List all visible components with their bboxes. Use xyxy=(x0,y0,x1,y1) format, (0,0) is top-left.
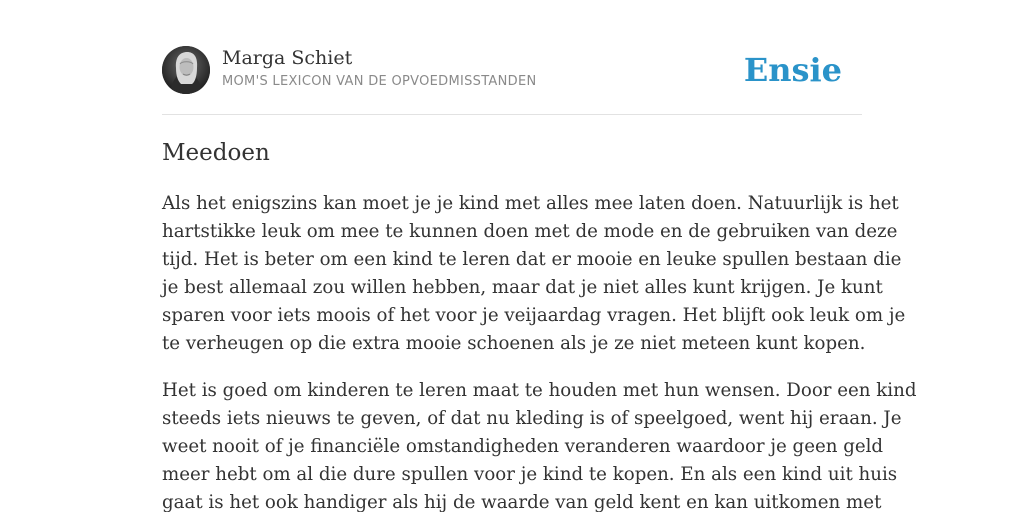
author-portrait-icon xyxy=(162,46,210,94)
article-header xyxy=(162,46,862,115)
paragraph xyxy=(162,190,906,358)
text-line: steeds iets nieuws te geven, of dat nu kleding is of speelgoed, went hij eraan. Je xyxy=(162,408,902,429)
text-line: tijd. Het is beter om een kind te leren dat er mooie en leuke spullen bestaan die xyxy=(162,249,902,270)
text-line: meer hebt om al die dure spullen voor je kind te kopen. En als een kind uit huis xyxy=(162,464,898,485)
text-line: weet nooit of je financiële omstandigheden veranderen waardoor je geen geld xyxy=(162,436,884,457)
text-line: Het is goed om kinderen te leren maat te houden met hun wensen. Door een kind xyxy=(162,380,917,401)
text-line: Als het enigszins kan moet je je kind met alles mee laten doen. Natuurlijk is het xyxy=(162,193,899,214)
text-line: je best allemaal zou willen hebben, maar dat je niet alles kunt krijgen. Je kunt xyxy=(162,277,883,298)
paragraph xyxy=(162,377,917,512)
author-avatar[interactable] xyxy=(162,46,210,94)
text-line: gaat is het ook handiger als hij de waarde van geld kent en kan uitkomen met xyxy=(162,492,882,512)
article-title: Meedoen xyxy=(162,140,270,166)
text-line: te verheugen op die extra mooie schoenen als je ze niet meteen kunt kopen. xyxy=(162,333,866,354)
article-body xyxy=(162,190,917,512)
text-line: sparen voor iets moois of het voor je veijaardag vragen. Het blijft ook leuk om je xyxy=(162,305,906,326)
brand-logo[interactable]: Ensie xyxy=(743,51,842,89)
text-line: hartstikke leuk om mee te kunnen doen met de mode en de gebruiken van deze xyxy=(162,221,898,242)
author-name[interactable]: Marga Schiet xyxy=(222,47,353,69)
collection-name[interactable]: MOM'S LEXICON VAN DE OPVOEDMISSTANDEN xyxy=(222,74,537,89)
